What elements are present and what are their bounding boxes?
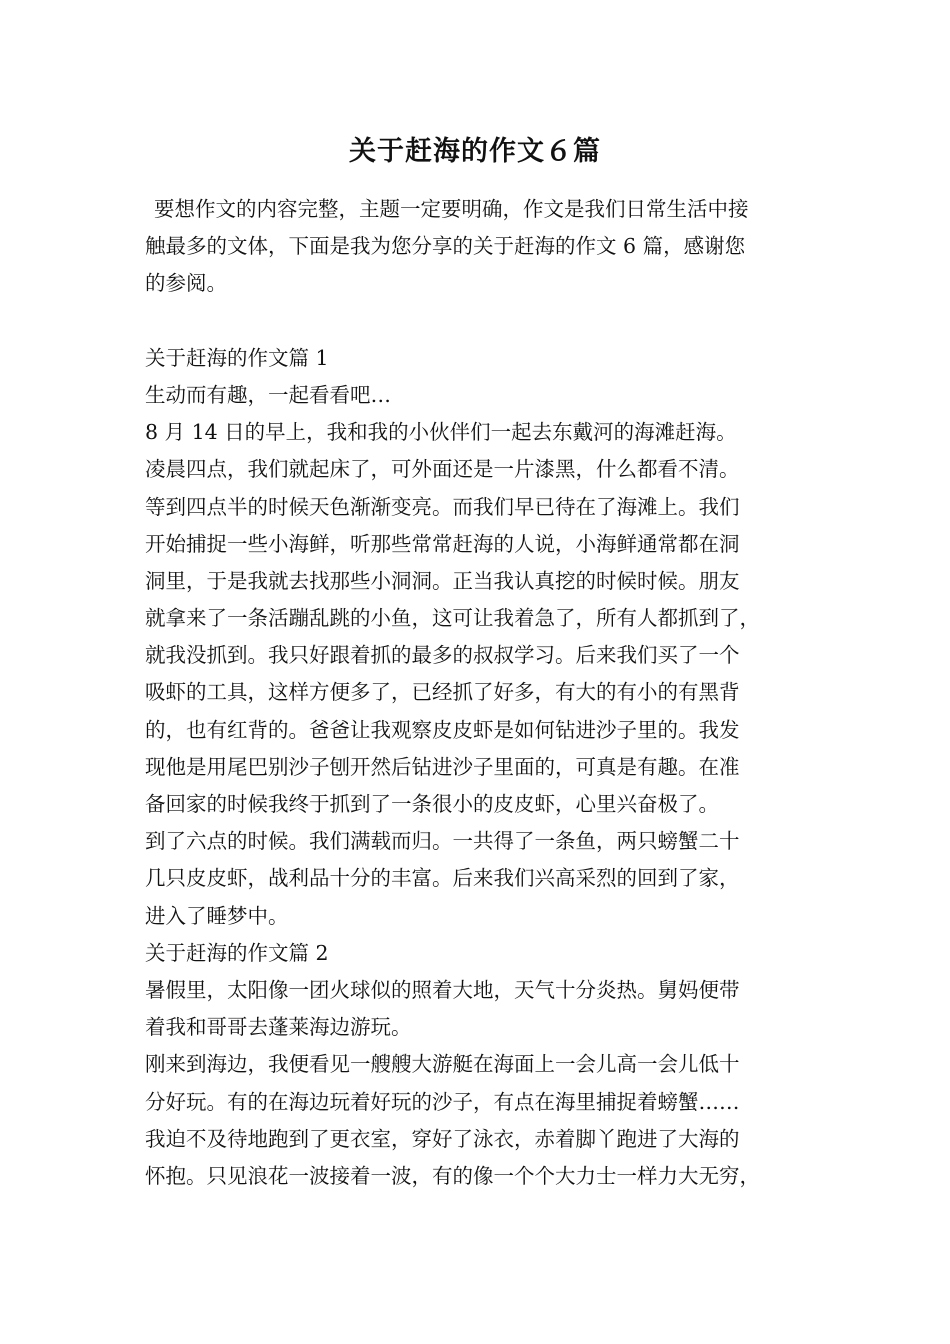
body-line: 生动而有趣，一起看看吧… (145, 382, 391, 407)
body-line: 备回家的时候我终于抓到了一条很小的皮皮虾，心里兴奋极了。 (145, 792, 719, 816)
body-line: 等到四点半的时候天色渐渐变亮。而我们早已待在了海滩上。我们 (145, 494, 740, 519)
document-body (145, 191, 830, 1195)
body-line: 凌晨四点，我们就起床了，可外面还是一片漆黑，什么都看不清。 (145, 457, 740, 482)
intro-line: 触最多的文体，下面是我为您分享的关于赶海的作文 6 篇，感谢您 (145, 234, 746, 259)
body-line: 就拿来了一条活蹦乱跳的小鱼，这可让我着急了，所有人都抓到了， (145, 606, 760, 631)
body-line: 刚来到海边，我便看见一艘艘大游艇在海面上一会儿高一会儿低十 (145, 1052, 740, 1077)
body-line: 吸虾的工具，这样方便多了，已经抓了好多，有大的有小的有黑背 (145, 680, 740, 705)
body-line: 开始捕捉一些小海鲜，听那些常常赶海的人说，小海鲜通常都在洞 (145, 531, 740, 556)
body-line: 到了六点的时候。我们满载而归。一共得了一条鱼，两只螃蟹二十 (145, 829, 740, 854)
intro-line: 的参阅。 (145, 271, 227, 296)
body-line: 现他是用尾巴别沙子刨开然后钻进沙子里面的，可真是有趣。在准 (145, 754, 740, 779)
body-line: 我迫不及待地跑到了更衣室，穿好了泳衣，赤着脚丫跑进了大海的 (145, 1126, 740, 1151)
section-heading-1: 关于赶海的作文篇 1 (145, 345, 329, 370)
intro-line: 要想作文的内容完整，主题一定要明确，作文是我们日常生活中接 (154, 197, 749, 221)
body-line: 进入了睡梦中。 (145, 903, 289, 928)
body-line: 暑假里，太阳像一团火球似的照着大地，天气十分炎热。舅妈便带 (145, 977, 740, 1002)
section-heading-2: 关于赶海的作文篇 2 (145, 940, 329, 965)
body-line: 就我没抓到。我只好跟着抓的最多的叔叔学习。后来我们买了一个 (145, 643, 740, 668)
body-line: 怀抱。只见浪花一波接着一波，有的像一个个大力士一样力大无穷， (145, 1163, 760, 1188)
document-title: 关于赶海的作文６篇 (349, 136, 601, 167)
body-line: 洞里，于是我就去找那些小洞洞。正当我认真挖的时候时候。朋友 (145, 568, 740, 593)
body-line: 几只皮皮虾，战利品十分的丰富。后来我们兴高采烈的回到了家， (145, 866, 740, 891)
body-line: 8 月 14 日的早上，我和我的小伙伴们一起去东戴河的海滩赶海。 (145, 420, 737, 445)
body-line: 的，也有红背的。爸爸让我观察皮皮虾是如何钻进沙子里的。我发 (145, 717, 740, 742)
body-line: 着我和哥哥去蓬莱海边游玩。 (145, 1015, 412, 1040)
body-line: 分好玩。有的在海边玩着好玩的沙子，有点在海里捕捉着螃蟹…… (145, 1089, 740, 1114)
paragraph-gap (145, 303, 830, 340)
